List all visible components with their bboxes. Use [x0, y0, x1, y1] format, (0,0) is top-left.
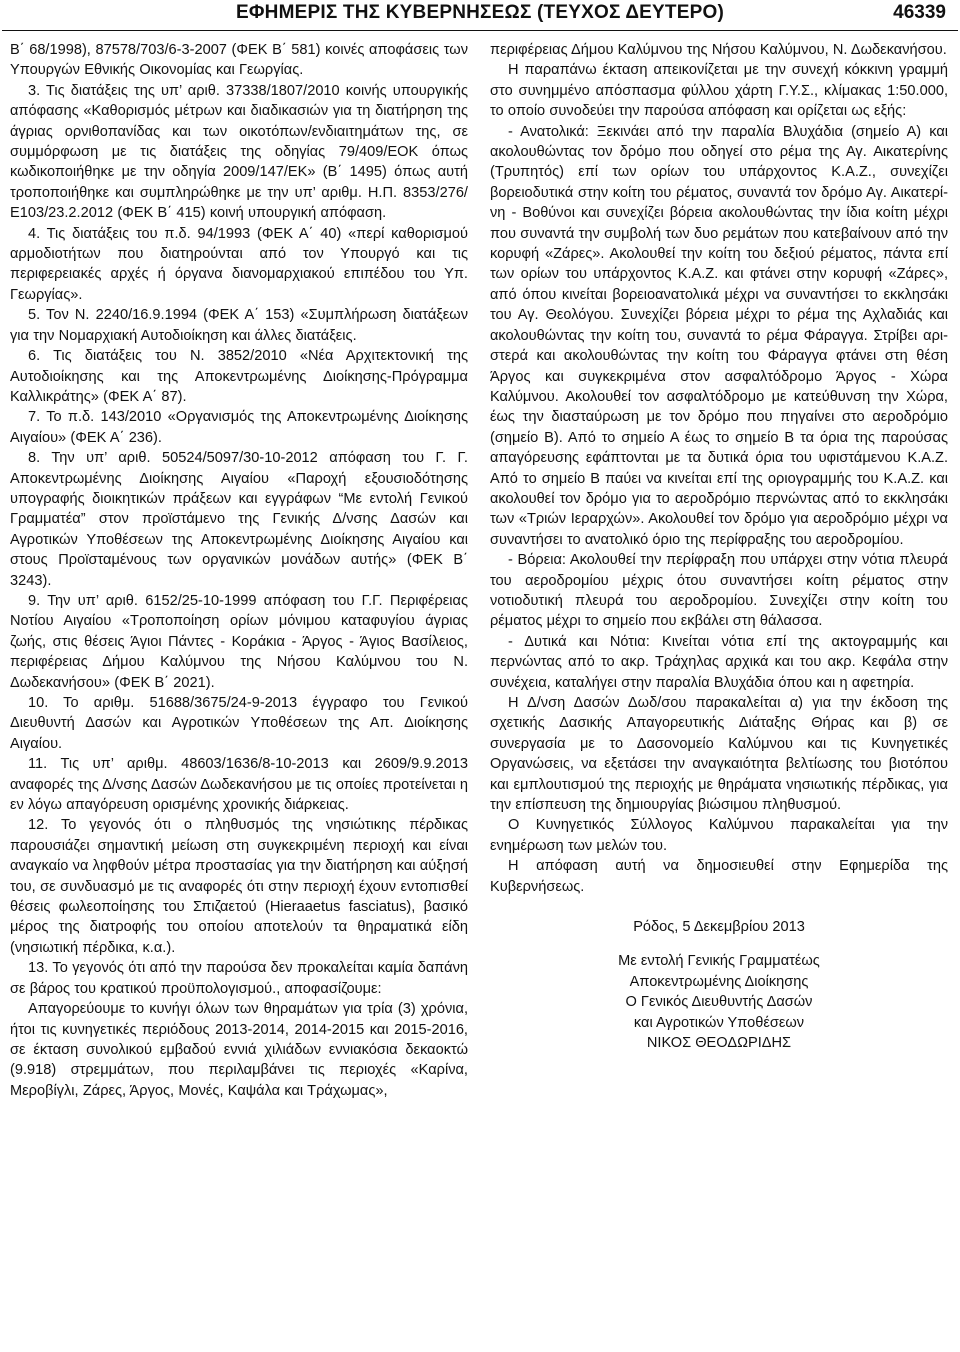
page-header: [0, 0, 960, 34]
paragraph: 9. Την υπ’ αριθ. 6152/25-10-1999 απόφαση του Γ.Γ. Περιφέρειας Νοτίου Αιγαίου «Τροποποίηση ορίων μόνιμου καταφυγίου άγριας ζωής, στις θέσεις Άγιοι Πάντες - Κοράκια - Άργος - Άγιος Βασίλειος, περιφέρειας Δήμου Καλύμνου της Νήσου Καλύμνου του Ν. Δωδεκανήσου» (ΦΕΚ Β΄ 2021).: [10, 592, 468, 691]
signature-block: [490, 917, 948, 1053]
right-column: [490, 40, 948, 1054]
page-number: 46339: [893, 2, 946, 23]
signature-line: Αποκεντρωμένης Διοίκησης: [629, 973, 809, 990]
paragraph: Η Δ/νση Δασών Δωδ/σου παρακαλείται α) για την έκδοση της σχετικής Δασικής Απαγορευτικής Διάταξης Θήρας και β) σε συνεργασία με το Δασονομείο Καλύμνου και τις Κυνηγετικές Οργανώσεις, να εξετάσει την αναγκαιότητα βελτίωσης του βιοτόπου και εμπλουτισμού της περιοχής με θηράματα νησιωτικής πέρδικας, για την επίσπευση της δημιουργίας βιώσιμου πληθυσμού.: [490, 695, 948, 814]
paragraph: - Ανατολικά: Ξεκινάει από την παραλία Βλυχάδια (σημείο Α) και ακολουθώντας τον δρόμο που οδηγεί στο ρέμα της Αγ. Αικατερίνης (Τρυπητός) επί των ορίων του υπάρχοντος Κ.Α.Ζ., συνεχίζει βορειοδυτικά στην κοίτη του ρέματος, συναντά τον δρόμο Αγ. Αικατερίνη - Βοθύνοι και συνεχίζει βόρεια ακολουθώντας την ίδια κοίτη μέχρι που συναντά την συμβολή των δυο ρεμάτων που κατεβαίνουν από την κορυφή «Ζάρες». Ακολουθεί την κοίτη του δεξιού ρέματος, πάντα επί των ορίων του υπάρχοντος Κ.Α.Ζ. και φτάνει στην κορυφή «Ζάρες», από όπου κινείται βορειοανατολικά μέχρι να συναντήσει το εκκλησάκι του Αγ. Θεολόγου. Συνεχίζει βόρεια μέχρι το ρέμα της Αχλαδιάς και ακολουθώντας την κοίτη του, συναντά το ρέμα Φάραγγα. Στρίβει αριστερά και ακολουθώντας την κοίτη του Φάραγγα φτάνει στη θέση Άργος και συγκεκριμένα στον ασφαλτόδρομο Άργος - Χώρα Καλύμνου. Ακολουθεί τον ασφαλτόδρομο με κατεύθυνση την Χώρα, έως την διασταύρωση με τον δρόμο που πηγαίνει στο αεροδρόμιο (σημείο Β). Από το σημείο Α έως το σημείο Β τα όρια της παρούσας απαγόρευσης εφάπτονται με τα δυτικά όρια του υφιστάμενου Κ.Α.Ζ. Από το σημείο Β παύει να κινείται επί της οριογραμμής του Κ.Α.Ζ. και ακολουθεί τον δρόμο για το αεροδρόμιο περνώντας από το εκκλησάκι των «Τριών Ιεραρχών». Ακολουθεί τον δρόμο για αεροδρόμιο μέχρι να συναντήσει το ανατολικό όριο της περίφραξης του αεροδρομίου.: [490, 123, 948, 548]
paragraph: - Δυτικά και Νότια: Κινείται νότια επί της ακτογραμμής και περνώντας από το ακρ. Τράχηλας αρχικά και του ακρ. Κεφάλα στην συνέχεια, καταλήγει στην παραλία Βλυχάδια όπου και η αφετηρία.: [490, 633, 948, 691]
signature-line: και Αγροτικών Υποθέσεων: [633, 1014, 805, 1031]
paragraph: 13. Το γεγονός ότι από την παρούσα δεν προκαλείται καμία δαπάνη σε βάρος του κρατικού προϋπολογισμού., αποφασίζουμε:: [10, 960, 468, 997]
paragraph: Ο Κυνηγετικός Σύλλογος Καλύμνου παρακαλείται για την ενημέρωση των μελών του.: [490, 817, 948, 854]
paragraph: 11. Τις υπ’ αριθμ. 48603/1636/8-10-2013 και 2609/9.9.2013 αναφορές της Δ/νσης Δασών Δωδεκανήσου με τις οποίες προτείνεται η εν λόγω απαγόρευση ορισμένης χρονικής διάρκειας.: [10, 756, 468, 814]
paragraph: περιφέρειας Δήμου Καλύμνου της Νήσου Καλύμνου, Ν. Δωδεκανήσου.: [490, 42, 947, 58]
gazette-title: ΕΦΗΜΕΡΙΣ ΤΗΣ ΚΥΒΕΡΝΗΣΕΩΣ (ΤΕΥΧΟΣ ΔΕΥΤΕΡΟ): [236, 2, 724, 23]
signature-date: Ρόδος, 5 Δεκεμβρίου 2013: [633, 919, 805, 936]
paragraph: Β΄ 68/1998), 87578/703/6-3-2007 (ΦΕΚ Β΄ 581) κοινές αποφάσεις των Υπουργών Εθνικής Οικονομίας και Γεωργίας.: [10, 42, 468, 79]
paragraph: Απαγορεύουμε το κυνήγι όλων των θηραμάτων για τρία (3) χρόνια, ήτοι τις κυνηγετικές περιόδους 2013-2014, 2014-2015 και 2015-2016, σε έκταση συνολικού εμβαδού εννιά χιλιάδων εννιακόσια δεκαοκτώ (9.918) στρεμμάτων, που περιλαμβάνει τις περιοχές «Καρίνα, Μεροβίγλι, Ζάρες, Άργος, Μονές, Καψάλα και Τράχωμας»,: [10, 1001, 468, 1099]
paragraph: 4. Τις διατάξεις του π.δ. 94/1993 (ΦΕΚ Α΄ 40) «περί καθορισμού αρμοδιοτήτων που διατηρούνται από τον Υπουργό και τις περιφερειακές αρχές ή όργανα διανομαρχιακού επιπέδου του Υπ. Γεωργίας».: [10, 225, 468, 303]
header-rule: [2, 30, 958, 31]
paragraph: 7. Το π.δ. 143/2010 «Οργανισμός της Αποκεντρωμένης Διοίκησης Αιγαίου» (ΦΕΚ Α΄ 236).: [10, 409, 468, 446]
paragraph: 10. Το αριθμ. 51688/3675/24-9-2013 έγγραφο του Γενικού Διευθυντή Δασών και Αγροτικών Υποθέσεων της Απ. Διοίκησης Αιγαίου.: [10, 695, 468, 752]
paragraph: - Βόρεια: Ακολουθεί την περίφραξη που υπάρχει στην νότια πλευρά του αεροδρομίου μέχρις ότου συναντήσει κοίτη ρέματος στην νοτιοδυτική πλευρά του αεροδρομίου. Συνεχίζει στην κοίτη του ρέματος μέχρι το σημείο που εκβάλει στη θάλασσα.: [490, 552, 948, 630]
paragraph: 12. Το γεγονός ότι ο πληθυσμός της νησιώτικης πέρδικας παρουσιάζει σημαντική μείωση στη συγκεκριμένη περιοχή και είναι αναγκαίο να ληφθούν μέτρα προστασίας για την διατήρηση και αύξησή του, σε συνδυασμό με τις αναφορές ότι στην περιοχή έχουν εντοπισθεί θέσεις φωλεοποίησης του Σπιζαετού (Hieraaetus fasciatus), βασικό μέρος της διατροφής του οποίου αποτελούν τα θηραματικά είδη (νησιωτική πέρδικα, κ.α.).: [10, 817, 468, 956]
paragraph: 3. Τις διατάξεις της υπ’ αριθ. 37338/1807/2010 κοινής υπουργικής απόφασης «Καθορισμός μέτρων και διαδικασιών για τη διατήρηση της άγριας ορνιθοπανίδας και των οικοτόπων/ενδιαιτημάτων της, σε συμμόρφωση με τις διατάξεις της οδηγίας 79/409/ΕΟΚ όπως κωδικοποιήθηκε με την οδηγία 2009/147/ΕΚ» (Β΄ 1495) όπως αυτή τροποποιήθηκε και συμπληρώθηκε με την υπ’ αριθμ. Η.Π. 8353/276/Ε103/23.2.2012 (ΦΕΚ Β΄ 415) κοινή υπουργική απόφαση.: [10, 82, 468, 222]
signature-line: Ο Γενικός Διευθυντής Δασών: [625, 994, 813, 1011]
paragraph: 6. Τις διατάξεις του Ν. 3852/2010 «Νέα Αρχιτεκτονική της Αυτοδιοίκησης και της Αποκεντρωμένης Διοίκησης-Πρόγραμμα Καλλικράτης» (ΦΕΚ Α΄ 87).: [10, 348, 468, 405]
paragraph: 8. Την υπ’ αριθ. 50524/5097/30-10-2012 απόφαση του Γ. Γ. Αποκεντρωμένης Διοίκησης Αιγαίου «Παροχή εξουσιοδότησης υπογραφής διοικητικών πράξεων και εγγράφων “Με εντολή Γενικού Γραμματέα” στον προϊστάμενο της Γενικής Δ/νσης Δασών και Αγροτικών Υποθέσεων της Αποκεντρωμένης Διοίκησης Αιγαίου και στους Προϊσταμένους των οργανικών μονάδων αυτής» (ΦΕΚ Β΄ 3243).: [10, 450, 468, 589]
signature-line: Με εντολή Γενικής Γραμματέως: [618, 953, 820, 970]
signatory-name: ΝΙΚΟΣ ΘΕΟΔΩΡΙΔΗΣ: [646, 1035, 792, 1052]
right-column-paragraphs: [490, 40, 948, 897]
paragraph: 5. Τον Ν. 2240/16.9.1994 (ΦΕΚ Α΄ 153) «Συμπλήρωση διατάξεων για την Νομαρχιακή Αυτοδιοίκηση και άλλες διατάξεις.: [10, 307, 468, 344]
paragraph: Η παραπάνω έκταση απεικονίζεται με την συνεχή κόκκινη γραμμή στο συνημμένο απόσπασμα φύλλου χάρτη Γ.Υ.Σ., κλίμακας 1:50.000, το οποίο συνοδεύει την παρούσα απόφαση και ορίζεται ως εξής:: [490, 62, 948, 120]
paragraph: Η απόφαση αυτή να δημοσιευθεί στην Εφημερίδα της Κυβερνήσεως.: [490, 858, 948, 895]
left-column: [10, 40, 468, 1101]
